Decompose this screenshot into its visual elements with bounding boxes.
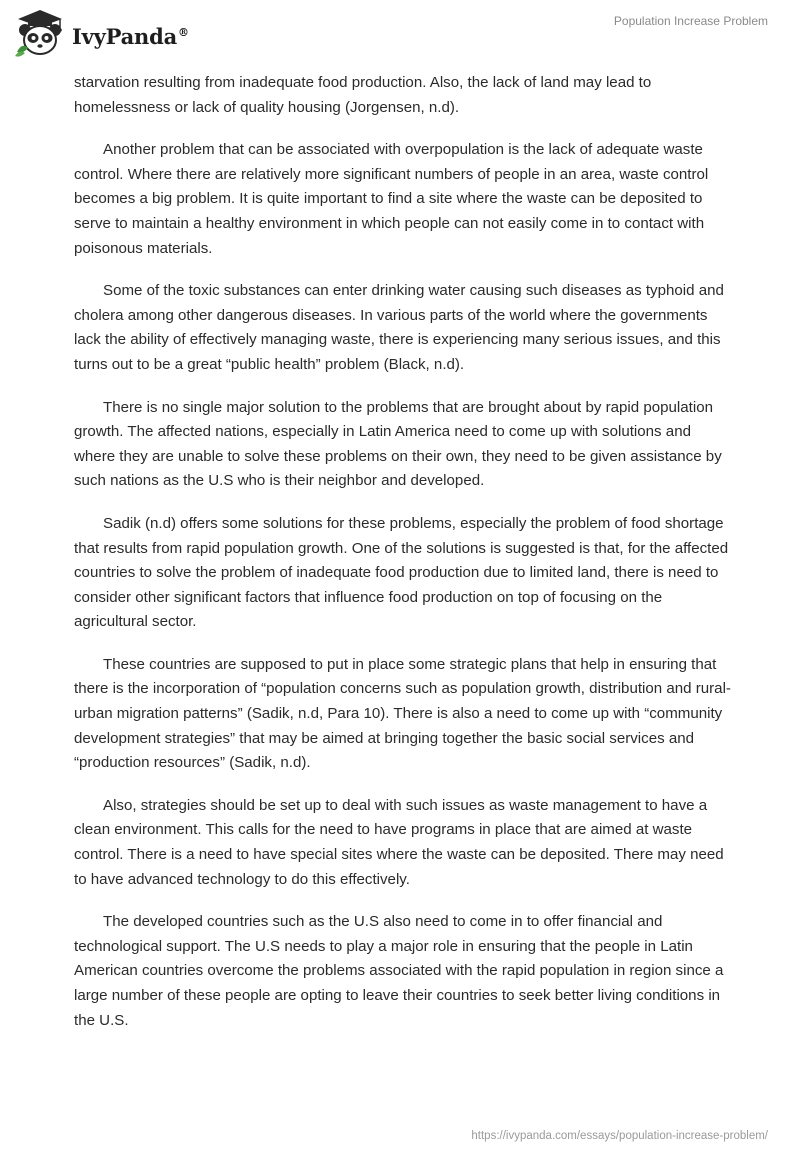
paragraph-2: Another problem that can be associated with overpopulation is the lack of adequate waste control. Where there are relatively more significant numbers of people in an area, waste control becomes a big problem. It is quite important to find a site where the waste can be deposited to serve to maintain a healthy environment in which people can not easily come in to contact with poisonous materials. bbox=[74, 141, 709, 257]
paragraph-1: starvation resulting from inadequate food production. Also, the lack of land may lead to homelessness or lack of quality housing (Jorgensen, n.d). bbox=[74, 74, 652, 116]
panda-graduate-icon bbox=[14, 8, 66, 58]
registered-mark: ® bbox=[178, 25, 189, 39]
paragraph-5: Sadik (n.d) offers some solutions for these problems, especially the problem of food shortage that results from rapid population growth. One of the solutions is suggested is that, for the affected countries to solve the problem of inadequate food production due to limited land, there is need to consider other significant factors that influence food production on top of focusing on the agricultural sector. bbox=[74, 514, 729, 631]
essay-body bbox=[74, 71, 734, 1051]
brand-name: IvyPanda® bbox=[72, 23, 189, 49]
paragraph-7: Also, strategies should be set up to deal with such issues as waste management to have a clean environment. This calls for the need to have programs in place that are aimed at waste control. There is a need to have special sites where the waste can be deposited. There may need to have advanced technology to do this effectively. bbox=[74, 796, 724, 888]
paragraph-4: There is no single major solution to the problems that are brought about by rapid population growth. The affected nations, especially in Latin America need to come up with solutions and where they are unable to solve these problems on their own, they need to be given assistance by such nations as the U.S who is their neighbor and developed. bbox=[74, 398, 722, 490]
paragraph-3: Some of the toxic substances can enter drinking water causing such diseases as typhoid and cholera among other dangerous diseases. In various parts of the world where the governments lack the ability of effectively managing waste, there is experiencing many serious issues, and this turns out to be a great “public health” problem (Black, n.d). bbox=[74, 282, 724, 373]
document-title: Population Increase Problem bbox=[613, 14, 768, 28]
paragraph-6: These countries are supposed to put in place some strategic plans that help in ensuring that there is the incorporation of “population concerns such as population growth, distribution and rural-urban migration patterns” (Sadik, n.d, Para 10). There is also a need to come up with “community development strategies” that may be aimed at bringing together the basic social services and “production resources” (Sadik, n.d). bbox=[74, 655, 731, 772]
source-url-link[interactable]: https://ivypanda.com/essays/population-increase-problem/ bbox=[471, 1130, 768, 1142]
page-header bbox=[0, 0, 800, 66]
brand-logo[interactable] bbox=[14, 8, 189, 58]
paragraph-8: The developed countries such as the U.S also need to come in to offer financial and technological support. The U.S needs to play a major role in ensuring that the people in Latin American countries overcome the problems associated with the rapid population in region since a large number of these people are opting to leave their countries to seek better living conditions in the U.S. bbox=[74, 913, 724, 1029]
